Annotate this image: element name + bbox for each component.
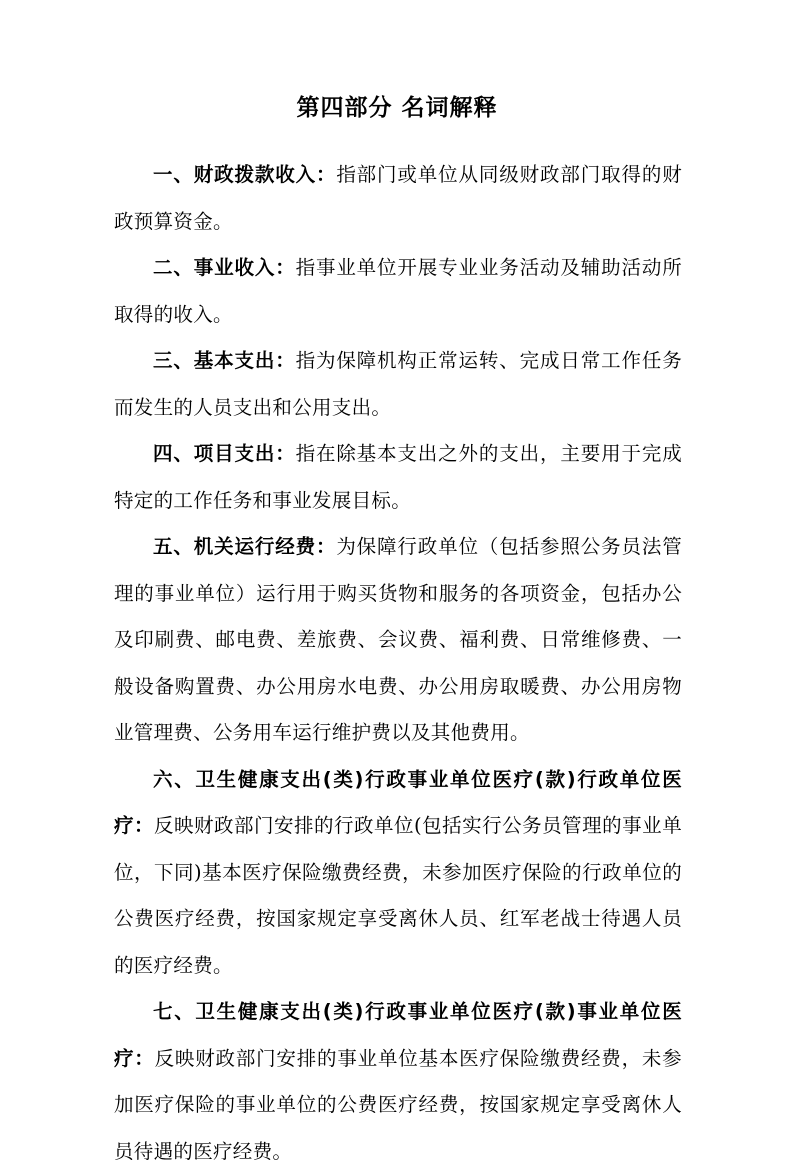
- definition-body: 指部门或单位从同级财政部门取得的财政预算资金。: [114, 163, 682, 233]
- definition-body: 为保障行政单位（包括参照公务员法管理的事业单位）运行用于购买货物和服务的各项资金，包括办公及印刷费、邮电费、差旅费、会议费、福利费、日常维修费、一般设备购置费、办公用房水电费、办公用房取暖费、办公用房物业管理费、公务用车运行维护费以及其他费用。: [114, 535, 682, 744]
- definition-paragraph: [114, 989, 682, 1175]
- definition-term: 五、机关运行经费：: [153, 535, 337, 558]
- definition-term: 二、事业收入：: [153, 256, 296, 279]
- definition-paragraph: [114, 757, 682, 990]
- definition-body: 反映财政部门安排的事业单位基本医疗保险缴费经费，未参加医疗保险的事业单位的公费医疗经费，按国家规定享受离休人员待遇的医疗经费。: [114, 1046, 682, 1163]
- definition-body: 指在除基本支出之外的支出，主要用于完成特定的工作任务和事业发展目标。: [114, 442, 682, 512]
- definition-paragraph: [114, 245, 682, 338]
- definition-body: 指为保障机构正常运转、完成日常工作任务而发生的人员支出和公用支出。: [114, 349, 682, 419]
- definition-term: 一、财政拨款收入：: [153, 163, 337, 186]
- definition-term: 七、卫生健康支出(类)行政事业单位医疗(款)事业单位医疗：: [114, 1000, 682, 1070]
- definitions-list: [114, 152, 682, 1175]
- definition-term: 六、卫生健康支出(类)行政事业单位医疗(款)行政单位医疗：: [114, 767, 682, 837]
- page-title: 第四部分 名词解释: [296, 95, 498, 121]
- definition-term: 三、基本支出：: [153, 349, 296, 372]
- definition-term: 四、项目支出：: [153, 442, 296, 465]
- definition-body: 反映财政部门安排的行政单位(包括实行公务员管理的事业单位，下同)基本医疗保险缴费经费，未参加医疗保险的行政单位的公费医疗经费，按国家规定享受离休人员、红军老战士待遇人员的医疗经费。: [114, 814, 682, 977]
- definition-paragraph: [114, 524, 682, 757]
- definition-paragraph: [114, 338, 682, 431]
- definition-paragraph: [114, 152, 682, 245]
- definition-paragraph: [114, 431, 682, 524]
- definition-body: 指事业单位开展专业业务活动及辅助活动所取得的收入。: [114, 256, 682, 326]
